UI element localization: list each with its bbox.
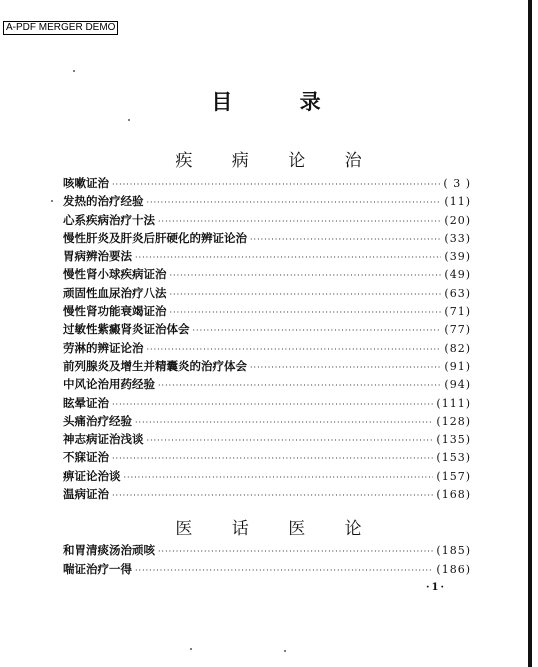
toc-entry-page: (63) bbox=[444, 286, 471, 300]
toc-leader-dots bbox=[135, 418, 433, 427]
watermark-label: A-PDF MERGER DEMO bbox=[3, 21, 118, 35]
toc-leader-dots bbox=[112, 454, 433, 463]
scan-speck bbox=[51, 200, 53, 202]
toc-leader-dots bbox=[170, 290, 442, 299]
toc-entry-page: (153) bbox=[436, 451, 471, 465]
toc-entry-title: 心系疾病治疗十法 bbox=[63, 212, 155, 227]
toc-leader-dots bbox=[147, 345, 442, 354]
toc-entry-title: 痹证论治谈 bbox=[63, 468, 121, 483]
toc-leader-dots bbox=[158, 547, 433, 556]
toc-leader-dots bbox=[124, 473, 434, 482]
toc-entry bbox=[63, 376, 471, 394]
toc-entry bbox=[63, 285, 471, 303]
toc-entry-title: 喘证治疗一得 bbox=[63, 562, 132, 576]
toc-entry-title: 和胃清痰汤治顽咳 bbox=[63, 543, 155, 557]
toc-entry-title: 慢性肾功能衰竭证治 bbox=[63, 304, 167, 319]
toc-entry-page: (39) bbox=[444, 250, 471, 264]
toc-leader-dots bbox=[147, 198, 442, 207]
toc-leader-dots bbox=[135, 253, 441, 262]
toc-entry-page: (20) bbox=[444, 213, 471, 227]
toc-leader-dots bbox=[170, 271, 442, 280]
toc-leader-dots bbox=[112, 400, 433, 409]
toc-entry-page: (11) bbox=[444, 195, 471, 209]
toc-entry-page: (82) bbox=[444, 341, 471, 355]
toc-entry bbox=[63, 212, 471, 230]
toc-leader-dots bbox=[158, 381, 441, 390]
toc-leader-dots bbox=[112, 491, 433, 500]
toc-entry-page: (33) bbox=[444, 231, 471, 245]
toc-entry-title: 慢性肾小球疾病证治 bbox=[63, 267, 167, 282]
toc-entry bbox=[63, 561, 471, 580]
toc-entry-page: (94) bbox=[444, 378, 471, 392]
toc-entry-title: 顽固性血尿治疗八法 bbox=[63, 285, 167, 300]
toc-leader-dots bbox=[112, 180, 440, 189]
toc-entry bbox=[63, 431, 471, 449]
toc-leader-dots bbox=[147, 436, 434, 445]
toc-entry-title: 头痛治疗经验 bbox=[63, 413, 132, 428]
page-title: 目 录 bbox=[211, 90, 351, 114]
toc-entry-title: 中风论治用药经验 bbox=[63, 377, 155, 392]
toc-entry-page: (185) bbox=[436, 544, 471, 557]
toc-entry-page: (135) bbox=[436, 433, 471, 447]
toc-entry bbox=[63, 486, 471, 504]
toc-entry-page: (186) bbox=[436, 563, 471, 576]
toc-entry-page: (91) bbox=[444, 359, 471, 373]
page-number: ·1· bbox=[426, 582, 446, 593]
toc-entry bbox=[63, 340, 471, 358]
toc-entry-page: (168) bbox=[436, 488, 471, 502]
section-heading-diseases: 疾 病 论 治 bbox=[175, 151, 379, 171]
toc-entry bbox=[63, 358, 471, 376]
scan-speck bbox=[190, 648, 192, 650]
toc-list-medical-talks bbox=[63, 542, 471, 580]
toc-list-diseases bbox=[63, 175, 471, 504]
toc-leader-dots bbox=[158, 217, 441, 226]
toc-entry-page: (157) bbox=[436, 469, 471, 483]
scan-speck bbox=[73, 70, 75, 72]
toc-entry-title: 不寐证治 bbox=[63, 450, 109, 465]
toc-entry-page: (49) bbox=[444, 268, 471, 282]
toc-entry bbox=[63, 321, 471, 339]
toc-entry-title: 慢性肝炎及肝炎后肝硬化的辨证论治 bbox=[63, 230, 247, 245]
toc-entry bbox=[63, 303, 471, 321]
scan-speck bbox=[284, 650, 286, 652]
toc-entry bbox=[63, 449, 471, 467]
toc-entry-title: 温病证治 bbox=[63, 487, 109, 502]
toc-entry bbox=[63, 193, 471, 211]
toc-leader-dots bbox=[135, 566, 433, 575]
toc-leader-dots bbox=[250, 235, 441, 244]
toc-entry bbox=[63, 468, 471, 486]
toc-entry-title: 咳嗽证治 bbox=[63, 176, 109, 190]
toc-entry bbox=[63, 266, 471, 284]
toc-entry bbox=[63, 230, 471, 248]
toc-entry bbox=[63, 413, 471, 431]
toc-entry bbox=[63, 248, 471, 266]
scan-speck bbox=[128, 119, 130, 121]
toc-leader-dots bbox=[193, 326, 442, 335]
toc-entry-page: (77) bbox=[444, 323, 471, 337]
section-heading-medical-talks: 医 话 医 论 bbox=[175, 519, 379, 539]
toc-entry-title: 眩晕证治 bbox=[63, 395, 109, 410]
toc-entry-title: 过敏性紫癜肾炎证治体会 bbox=[63, 322, 190, 337]
toc-entry-title: 劳淋的辨证论治 bbox=[63, 340, 144, 355]
toc-entry-title: 前列腺炎及增生并精囊炎的治疗体会 bbox=[63, 358, 247, 373]
toc-entry-title: 神志病证治浅谈 bbox=[63, 432, 144, 447]
toc-entry-page: ( 3 ) bbox=[443, 177, 471, 190]
toc-entry-title: 发热的治疗经验 bbox=[63, 194, 144, 209]
toc-entry bbox=[63, 175, 471, 193]
toc-entry-page: (71) bbox=[444, 305, 471, 319]
toc-leader-dots bbox=[170, 308, 442, 317]
toc-leader-dots bbox=[250, 363, 441, 372]
toc-entry bbox=[63, 395, 471, 413]
toc-entry bbox=[63, 542, 471, 561]
toc-entry-title: 胃病辨治要法 bbox=[63, 249, 132, 264]
toc-entry-page: (128) bbox=[436, 414, 471, 428]
toc-entry-page: (111) bbox=[436, 396, 471, 410]
